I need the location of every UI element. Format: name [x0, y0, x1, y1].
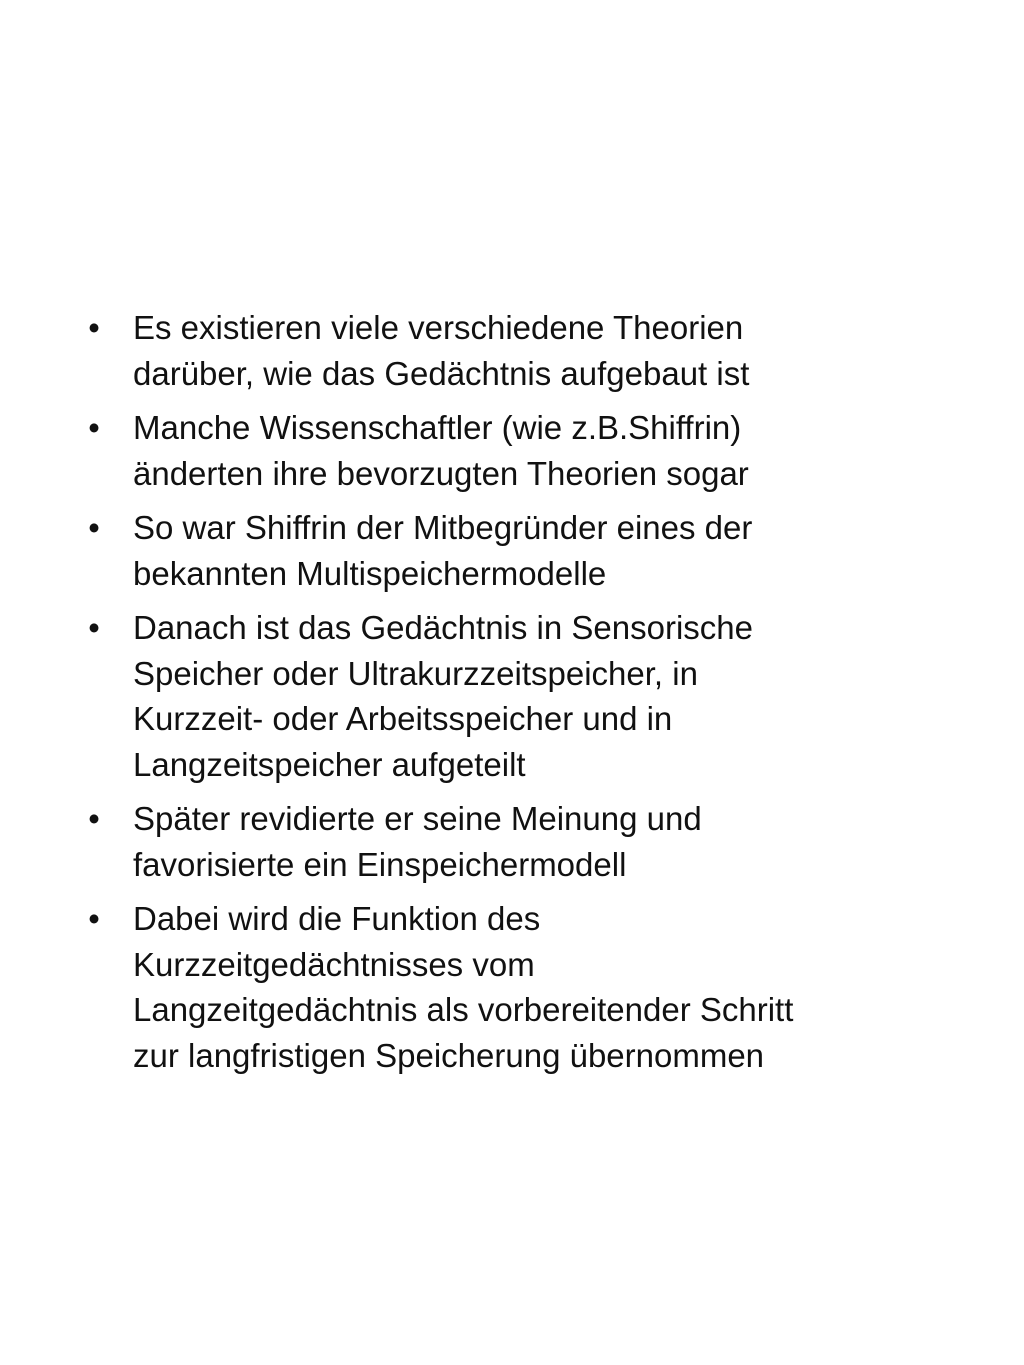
bullet-item-5 — [82, 796, 982, 887]
bullet-text: Es existieren viele verschiedene Theorien darüber, wie das Gedächtnis aufgebaut ist — [133, 309, 750, 392]
bullet-item-2 — [82, 405, 982, 496]
bullet-text: Manche Wissenschaftler (wie z.B.Shiffrin) änderten ihre bevorzugten Theorien sogar — [133, 409, 749, 492]
bullet-item-1 — [82, 305, 982, 396]
bullet-text: Später revidierte er seine Meinung und favorisierte ein Einspeichermodell — [133, 800, 702, 883]
bullet-list — [82, 305, 982, 1087]
bullet-text: So war Shiffrin der Mitbegründer eines der bekannten Multispeichermodelle — [133, 509, 753, 592]
bullet-item-6 — [82, 896, 982, 1078]
bullet-item-3 — [82, 505, 982, 596]
bullet-icon: • — [88, 609, 100, 646]
bullet-text: Danach ist das Gedächtnis in Sensorische Speicher oder Ultrakurzzeitspeicher, in Kurzzeit- oder Arbeitsspeicher und in Langzeitspeicher aufgeteilt — [133, 609, 754, 783]
bullet-icon: • — [88, 900, 100, 937]
bullet-icon: • — [88, 800, 100, 837]
bullet-item-4 — [82, 605, 982, 787]
bullet-icon: • — [88, 309, 100, 346]
bullet-text: Dabei wird die Funktion des Kurzzeitgedächtnisses vom Langzeitgedächtnis als vorbereitender Schritt zur langfristigen Speicherung übernommen — [133, 900, 794, 1074]
bullet-icon: • — [88, 509, 100, 546]
bullet-icon: • — [88, 409, 100, 446]
